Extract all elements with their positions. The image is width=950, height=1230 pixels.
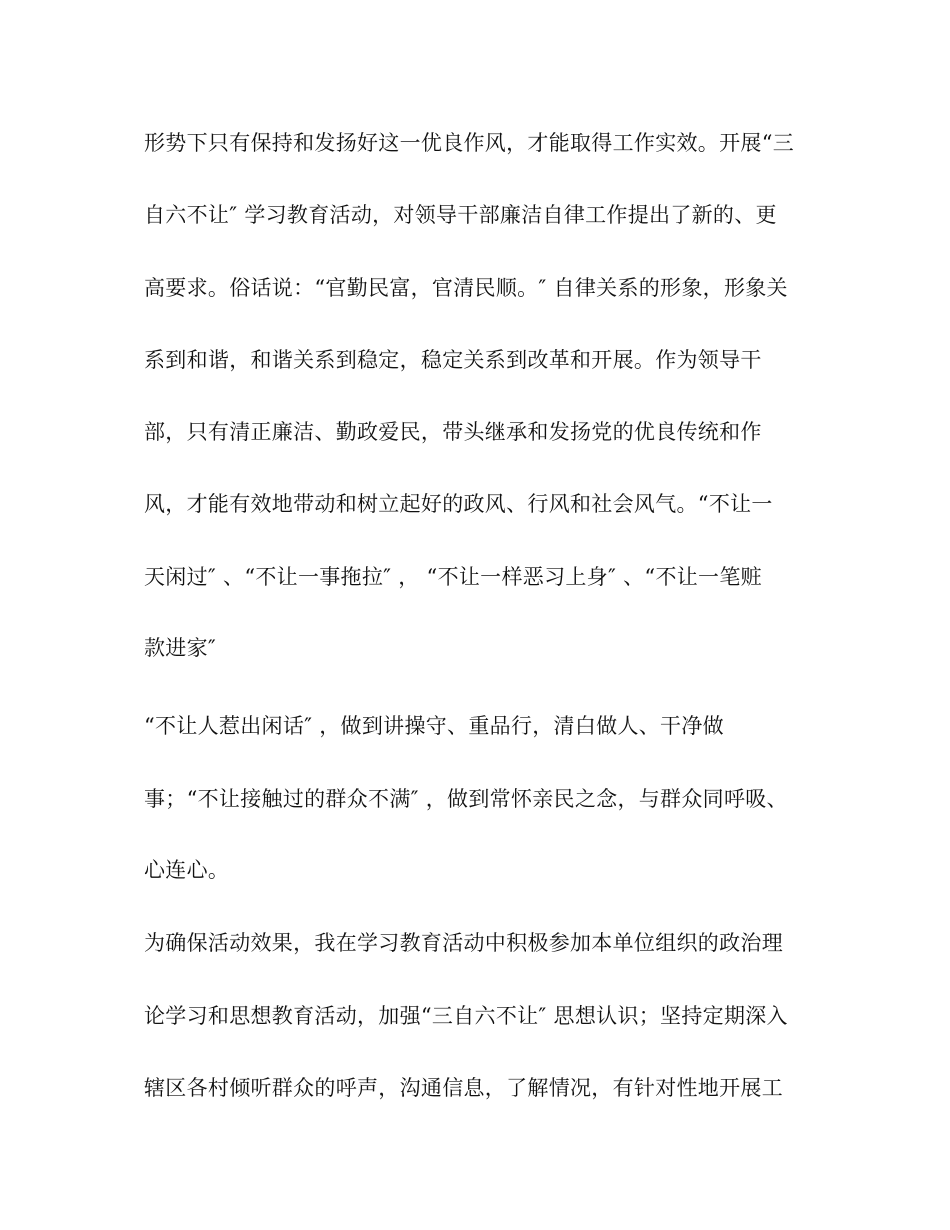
text-line: 事；“不让接触过的群众不满″ ，做到常怀亲民之念，与群众同呼吸、: [144, 787, 788, 811]
text-line: 高要求。俗话说：“官勤民富，官清民顺。″ 自律关系的形象，形象关: [144, 276, 788, 300]
text-line: 论学习和思想教育活动，加强“三自六不让″ 思想认识；坚持定期深入: [144, 1004, 788, 1028]
text-line: 心连心。: [144, 858, 230, 882]
text-line: 辖区各村倾听群众的呼声，沟通信息，了解情况，有针对性地开展工: [144, 1076, 783, 1100]
text-line: 风，才能有效地带动和树立起好的政风、行风和社会风气。“不让一: [144, 492, 773, 516]
text-line: 款进家″: [144, 636, 217, 660]
text-line: 部，只有清正廉洁、勤政爱民，带头继承和发扬党的优良传统和作: [144, 420, 762, 444]
text-line: 自六不让″ 学习教育活动，对领导干部廉洁自律工作提出了新的、更: [144, 203, 777, 227]
text-line: 天闲过″ 、“不让一事拖拉″ ， “不让一样恶习上身″ 、“不让一笔赃: [144, 565, 762, 589]
text-line: 系到和谐，和谐关系到稳定，稳定关系到改革和开展。作为领导干: [144, 348, 762, 372]
text-line: 为确保活动效果，我在学习教育活动中积极参加本单位组织的政治理: [144, 931, 783, 955]
text-line: 形势下只有保持和发扬好这一优良作风，才能取得工作实效。开展“三: [144, 131, 795, 155]
text-line: “不让人惹出闲话″ ，做到讲操守、重品行，清白做人、干净做: [144, 714, 724, 738]
